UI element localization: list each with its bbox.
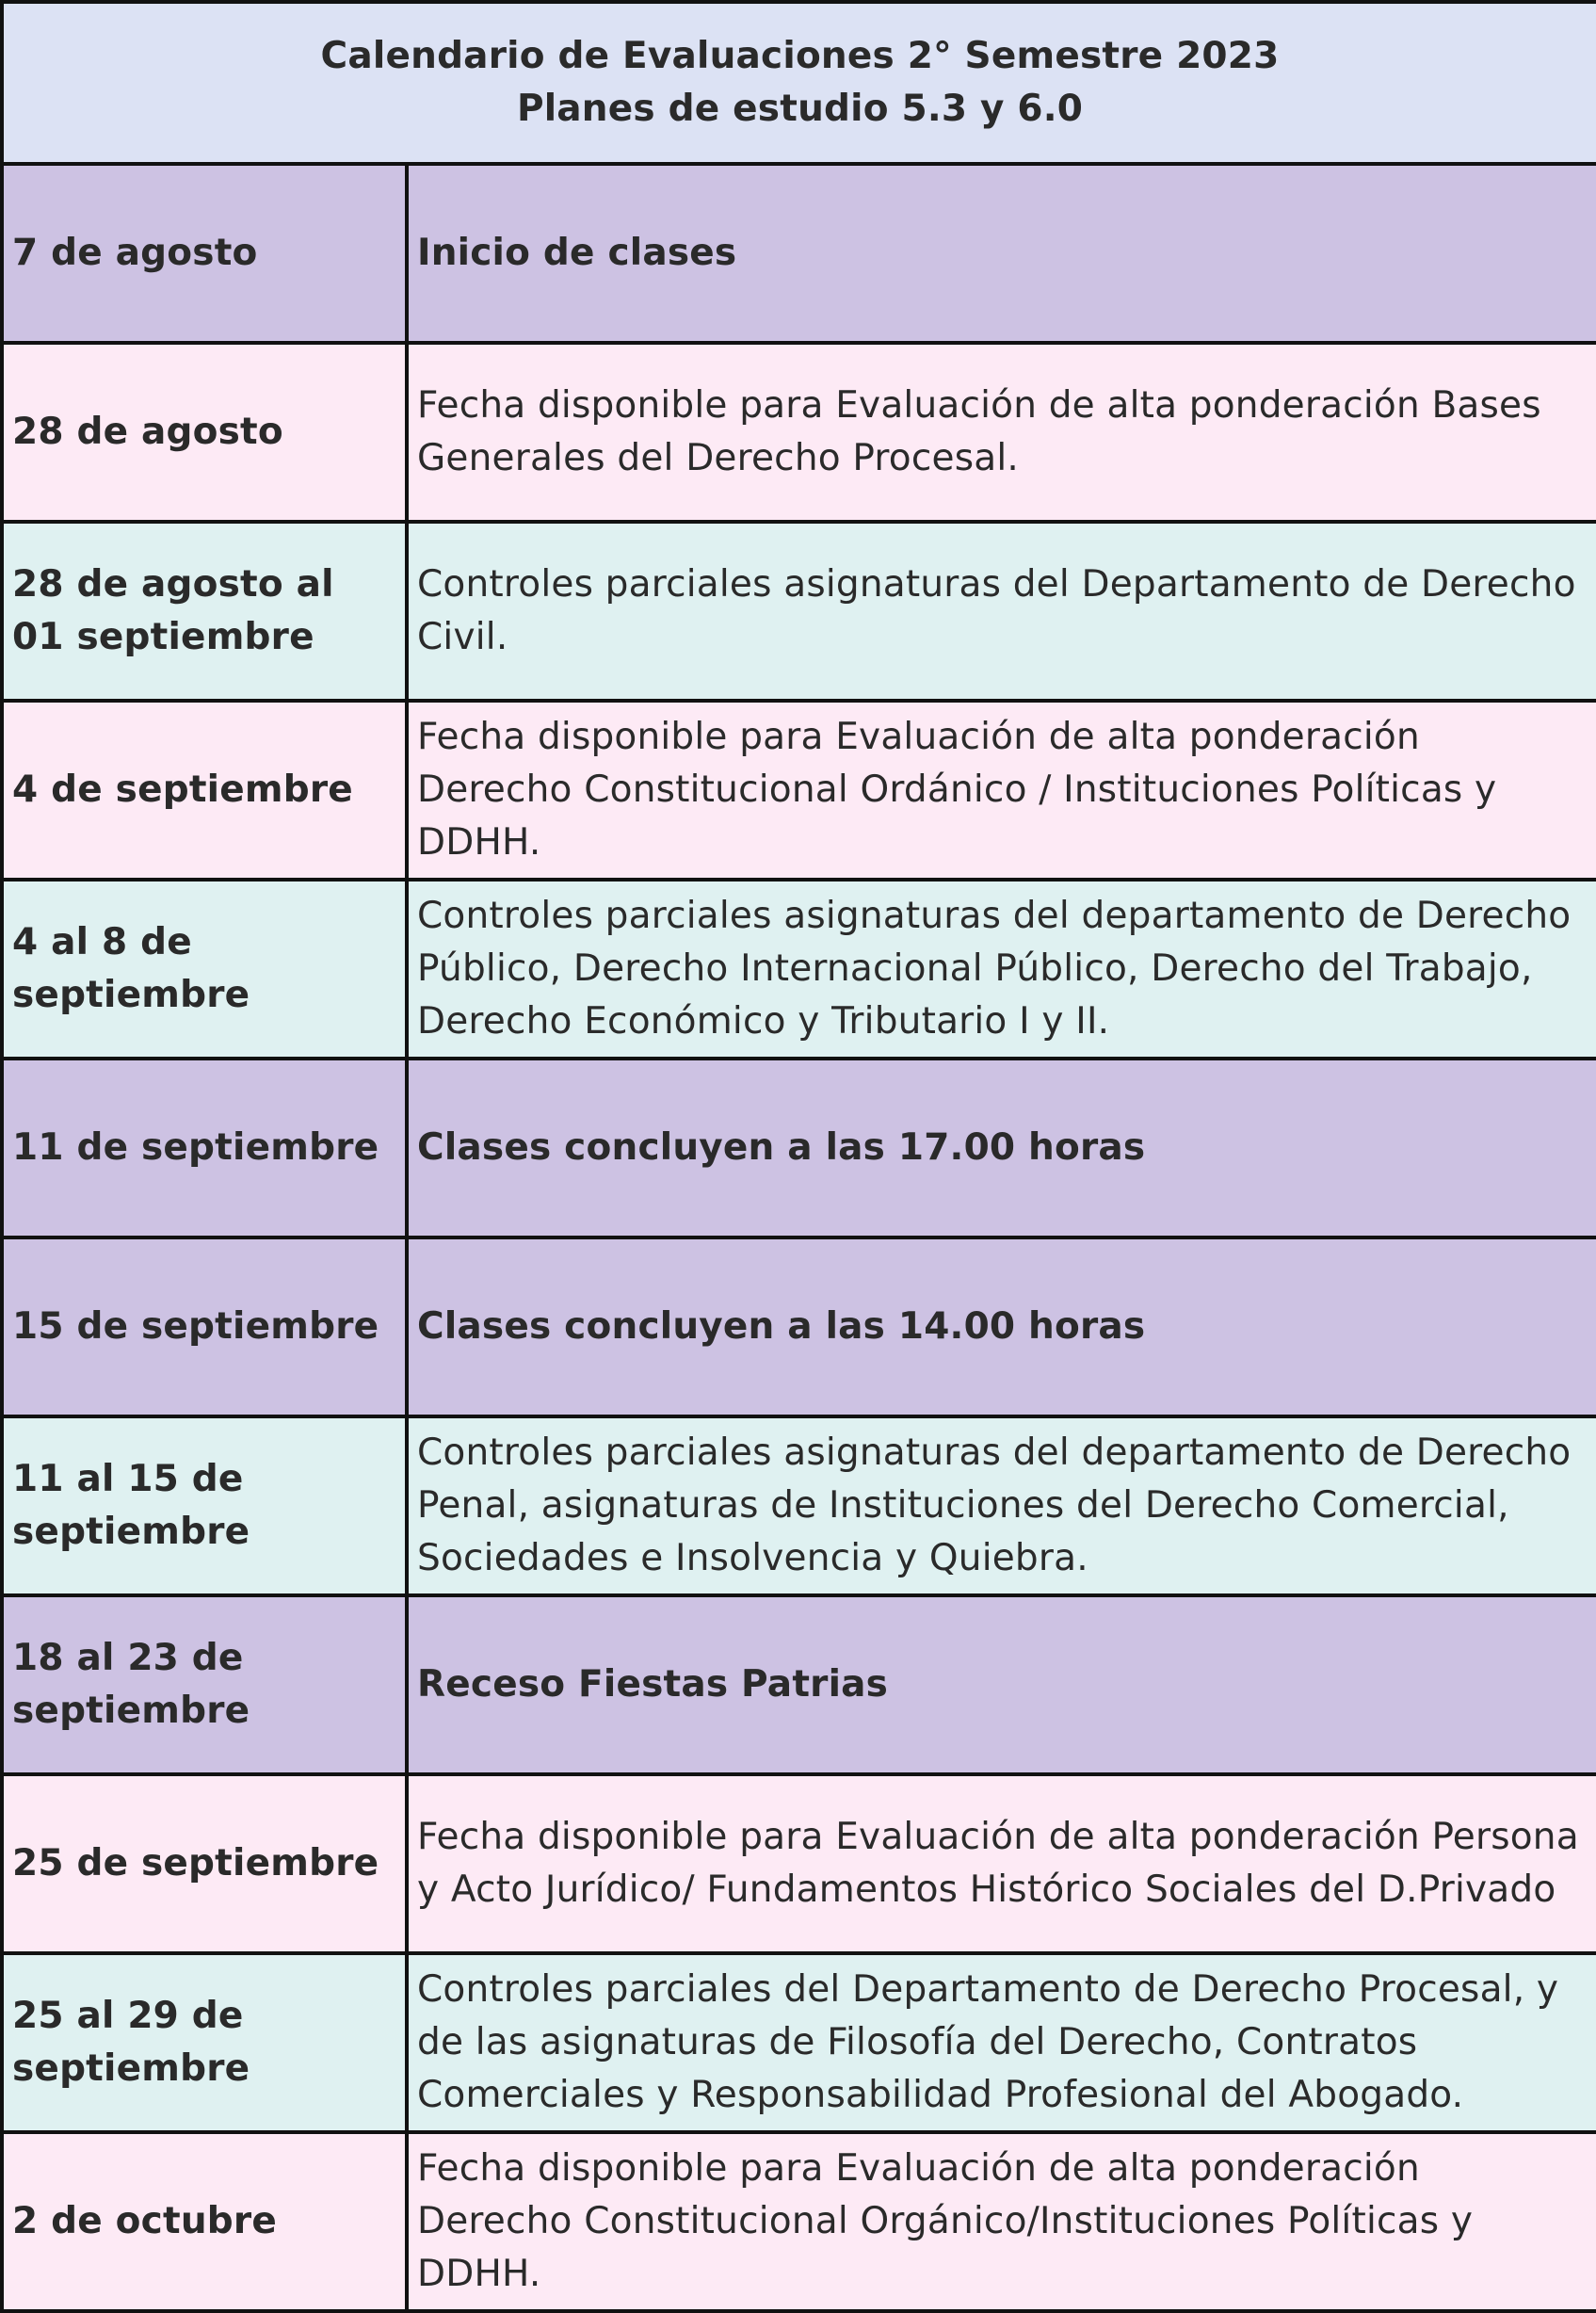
row-date: 15 de septiembre [2, 1237, 407, 1416]
calendar-row [2, 343, 1596, 522]
calendar-subtitle: Planes de estudio 5.3 y 6.0 [516, 88, 1084, 130]
calendar-row [2, 1059, 1596, 1237]
row-description: Controles parciales asignaturas del Departamento de Derecho Civil. [407, 522, 1596, 701]
row-date: 2 de octubre [2, 2132, 407, 2311]
row-date: 11 de septiembre [2, 1059, 407, 1237]
row-description: Fecha disponible para Evaluación de alta ponderación Bases Generales del Derecho Procesal. [407, 343, 1596, 522]
calendar-row [2, 1774, 1596, 1953]
row-description: Fecha disponible para Evaluación de alta ponderación Persona y Acto Jurídico/ Fundamentos Histórico Sociales del D.Privado [407, 1774, 1596, 1953]
calendar-row [2, 522, 1596, 701]
row-date: 4 de septiembre [2, 701, 407, 880]
calendar-row [2, 880, 1596, 1059]
row-description: Controles parciales asignaturas del departamento de Derecho Público, Derecho Internacional Público, Derecho del Trabajo, Derecho Económico y Tributario I y II. [407, 880, 1596, 1059]
row-date: 4 al 8 de septiembre [2, 880, 407, 1059]
calendar-row [2, 1237, 1596, 1416]
row-description: Receso Fiestas Patrias [407, 1595, 1596, 1774]
calendar-title: Calendario de Evaluaciones 2° Semestre 2023 [320, 35, 1280, 77]
calendar-body [2, 164, 1596, 2311]
row-description: Controles parciales del Departamento de Derecho Procesal, y de las asignaturas de Filosofía del Derecho, Contratos Comerciales y Responsabilidad Profesional del Abogado. [407, 1953, 1596, 2132]
row-description: Clases concluyen a las 17.00 horas [407, 1059, 1596, 1237]
calendar-header [2, 2, 1596, 164]
row-date: 7 de agosto [2, 164, 407, 343]
calendar-header-row [2, 2, 1596, 164]
calendar-row [2, 701, 1596, 880]
calendar-row [2, 164, 1596, 343]
calendar-row [2, 1416, 1596, 1595]
row-description: Clases concluyen a las 14.00 horas [407, 1237, 1596, 1416]
calendar-row [2, 2132, 1596, 2311]
row-date: 11 al 15 de septiembre [2, 1416, 407, 1595]
row-description: Controles parciales asignaturas del departamento de Derecho Penal, asignaturas de Instituciones del Derecho Comercial, Sociedades e Insolvencia y Quiebra. [407, 1416, 1596, 1595]
row-description: Fecha disponible para Evaluación de alta ponderación Derecho Constitucional Orgánico/Instituciones Políticas y DDHH. [407, 2132, 1596, 2311]
row-description: Fecha disponible para Evaluación de alta ponderación Derecho Constitucional Ordánico / Instituciones Políticas y DDHH. [407, 701, 1596, 880]
row-date: 28 de agosto al 01 septiembre [2, 522, 407, 701]
row-date: 25 de septiembre [2, 1774, 407, 1953]
row-description: Inicio de clases [407, 164, 1596, 343]
row-date: 18 al 23 de septiembre [2, 1595, 407, 1774]
row-date: 28 de agosto [2, 343, 407, 522]
calendar-row [2, 1953, 1596, 2132]
row-date: 25 al 29 de septiembre [2, 1953, 407, 2132]
calendar-row [2, 1595, 1596, 1774]
